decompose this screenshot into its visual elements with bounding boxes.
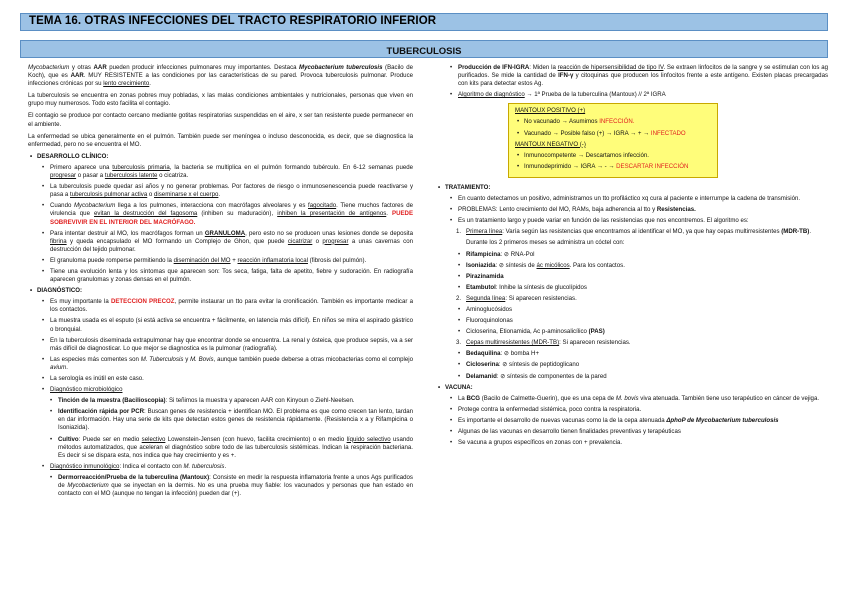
drug-item: • Pirazinamida — [436, 273, 828, 281]
left-column — [28, 64, 413, 501]
treatment-item: • PROBLEMAS: Lento crecimiento del MO, RAMs, baja adherencia al tto y Resistencias. — [436, 206, 828, 214]
mantoux-negative-item: • Inmunodeprimido → IGRA → - → DESCARTAR INFECCIÓN — [515, 163, 711, 171]
clinical-item: • Primero aparece una tuberculosis primaria, la bacteria se multiplica en el pulmón formando tubérculo. En 6-12 semanas puede progresar o pasar a tuberculosis latente o cicatriza. — [28, 164, 413, 180]
immuno-diagnosis-heading: • Diagnóstico inmunológico: Indica el contacto con M. tuberculosis. — [28, 463, 413, 471]
clinical-heading: • DESARROLLO CLÍNICO: — [28, 153, 413, 161]
micro-diagnosis-heading: • Diagnóstico microbiológico — [28, 386, 413, 394]
vaccine-item: • Protege contra la enfermedad sistémica, poco contra la respiratoria. — [436, 406, 828, 414]
drug-item: • Fluoroquinolonas — [436, 317, 828, 325]
drug-item: • Rifampicina: ⊘ RNA-Pol — [436, 251, 828, 259]
vaccine-item: • Es importante el desarrollo de nuevas vacunas como la de la cepa atenuada ΔphoP de Mycobacterium tuberculosis — [436, 417, 828, 425]
first-line-treatment: 1. Primera línea: Varía según las resistencias que encontramos al identificar el MO, ya que hay cepas multirresistentes (MDR-TB). — [456, 228, 812, 236]
micro-item: • Tinción de la muestra (Bacilioscopia): Si teñimos la muestra y aparecen AAR con Kinyoun o Ziehl-Neelsen. — [28, 397, 413, 405]
intro-paragraph-1: Mycobacterium y otras AAR pueden producir infecciones pulmonares muy importantes. Destaca Mycobacterium tuberculosis (Bacilo de Koch), que es AAR. MUY RESISTENTE a las condiciones por las características de su pared. Provoca tuberculosis pulmonar. Produce infecciones crónicas por su lento crecimiento. — [28, 64, 414, 88]
vaccine-item: • Algunas de las vacunas en desarrollo tienen finalidades preventivas y terapéuticas — [436, 428, 828, 436]
diagnosis-item: • La serología es inútil en este caso. — [28, 375, 413, 383]
topic-title-bar — [20, 13, 828, 31]
micro-item: • Identificación rápida por PCR: Buscan genes de resistencia + identifican MO. El problema es que como crecen tan lento, tardan en dar información. Hay una serie de kits que detectan estos genes de resistencia rápidamente. (Resistencia x a y Rifampicina o Isoniazida). — [28, 408, 413, 432]
igra-item: • Producción de IFN-IGRA: Miden la reacción de hipersensibilidad de tipo IV. Se extraen linfocitos de la sangre y se estimulan con los ag purificados. Se mide la cantidad de IFN-γ y citoquinas que producen los linfocitos frente a este antígeno. Existen placas precargadas con kits para detectar estos Ag. — [436, 64, 828, 88]
micro-item: • Cultivo: Puede ser en medio selectivo Lowenstein-Jensen (con huevo, facilita crecimiento) o en medio líquido selectivo usando métodos automatizados, que aceleran el diagnóstico sobre todo de las tuberculosis sistémicas. Indican la respiración bacteriana. Es decir si se dispara esta, nos indica que hay crecimiento y es +. — [28, 436, 413, 460]
treatment-item: • Es un tratamiento largo y puede variar en función de las resistencias que nos encontremos. El algoritmo es: — [436, 217, 828, 225]
drug-item: • Isoniazida: ⊘ síntesis de ác micólicos. Para los contactos. — [436, 262, 828, 270]
drug-item: • Cicloserina: ⊘ síntesis de peptidoglicano — [436, 361, 828, 369]
diagnosis-heading: • DIAGNÓSTICO: — [28, 287, 413, 295]
diagnosis-item: • La muestra usada es el esputo (si está activa se encuentra + fácilmente, en latencia más difícil). En niños se mira el aspirado gástrico o bronquial. — [28, 317, 413, 333]
vaccine-item: • La BCG (Bacilo de Calmette-Guerin), que es una cepa de M. bovis viva atenuada. También tiene uso terapéutico en cáncer de vejiga. — [436, 395, 828, 403]
topic-title: TEMA 16. OTRAS INFECCIONES DEL TRACTO RESPIRATORIO INFERIOR — [29, 15, 437, 27]
treatment-heading: • TRATAMIENTO: — [436, 184, 828, 192]
clinical-item: • Cuando Mycobacterium llega a los pulmones, interacciona con macrófagos alveolares y es fagocitado. Tiene muchos factores de virulencia que evitan la destrucción del fagosoma (inhiben su maduración), inhiben la presentación de antígenos. PUEDE SOBREVIVIR EN EL INTERIOR DEL MACRÓFAGO. — [28, 202, 413, 226]
second-line-treatment: 2. Segunda línea: Si aparecen resistencias. — [456, 294, 577, 302]
vaccine-heading: • VACUNA: — [436, 384, 828, 392]
clinical-item: • El granuloma puede romperse permitiendo la diseminación del MO + reacción inflamatoria local (fibrosis del pulmón). — [28, 257, 413, 265]
drug-item: • Aminoglucósidos — [436, 306, 828, 314]
mantoux-negative-item: • Inmunocompetente → Descartamos infección. — [515, 152, 711, 160]
mantoux-positive-heading: MANTOUX POSITIVO (+) — [515, 107, 586, 115]
drug-item: • Cicloserina, Etionamida, Ac p-aminosalicílico (PAS) — [436, 328, 828, 336]
clinical-item: • Tiene una evolución lenta y los síntomas que aparecen son: Tos seca, fatiga, falta de apetito, fiebre y sudoración. En radiografía aparecen granulomas y zonas densas en el pulmón. — [28, 268, 413, 284]
right-column — [436, 64, 828, 450]
clinical-item: • Para intentar destruir al MO, los macrófagos forman un GRANULOMA, pero esto no se producen unas lesiones donde se deposita fibrina y queda encapsulado el MO formando un Complejo de Ghon, que puede cicatrizar o progresar a unas cavernas con destrucción del tejido pulmonar. — [28, 230, 413, 254]
intro-paragraph-3: El contagio se produce por contacto cercano mediante gotitas respiratorias suspendidas en el aire, x ser tan resistente puede permanecer en el ambiente. — [28, 112, 413, 128]
diagnosis-item: • En la tuberculosis diseminada extrapulmonar hay que encontrar donde se encuentra. La renal y ósteica, que produce sepsis, va a ser más difícil de diagnosticar. Lo que mejor se diagnostica es la pulmonar (radiografía). — [28, 337, 413, 353]
diagnosis-item: • Las especies más comentes son M. Tuberculosis y M. Bovis, aunque también puede deberse a otras micobacterias como el complejo avium. — [28, 356, 413, 372]
mantoux-positive-item: • No vacunado → Asumimos INFECCIÓN. — [515, 118, 711, 126]
vaccine-item: • Se vacuna a grupos específicos en zonas con + prevalencia. — [436, 439, 828, 447]
section-title: TUBERCULOSIS — [386, 46, 462, 57]
diagnosis-item: • Es muy importante la DETECCION PRECOZ, permite instaurar un tto para evitar la cronificación. También es importante medicar a los contactos. — [28, 298, 413, 314]
immuno-item: • Dermorreacción/Prueba de la tuberculina (Mantoux): Consiste en medir la respuesta inflamatoria frente a unos Ags purificados de Mycobacterium que se inyectan en la dermis. No es una prueba muy fiable: los vacunados y personas que han estado en contacto con el MO (aunque no tengan la infección) pueden dar (+). — [28, 474, 413, 498]
clinical-item: • La tuberculosis puede quedar así años y no generar problemas. Por factores de riesgo o inmunosenescencia puede reactivarse y pasa a tuberculosis pulmonar activa o diseminarse x el cuerpo. — [28, 183, 413, 199]
first-line-note: Durante los 2 primeros meses se administra un cóctel con: — [466, 239, 625, 247]
drug-item: • Bedaquilina: ⊘ bomba H+ — [436, 350, 828, 358]
diagnosis-algorithm: • Algoritmo de diagnóstico → 1ª Prueba de la tuberculina (Mantoux) // 2ª IGRA — [436, 91, 828, 99]
mantoux-positive-item: • Vacunado → Posible falso (+) → IGRA → + → INFECTADO — [515, 130, 711, 138]
treatment-item: • En cuanto detectamos un positivo, administramos un tto profiláctico xq cura al paciente e interrumpe la cadena de transmisión. — [436, 195, 828, 203]
intro-paragraph-4: La enfermedad se ubica generalmente en el pulmón. También puede ser meníngea o incluso desconocida, es decir, que se diagnostica la enfermedad, pero no se encuentra el MO. — [28, 132, 413, 148]
mantoux-negative-heading: MANTOUX NEGATIVO (-) — [515, 140, 586, 148]
mantoux-algorithm-box — [508, 103, 718, 178]
intro-paragraph-2: La tuberculosis se encuentra en zonas pobres muy pobladas, x las malas condiciones ambientales y nutricionales, personas que viven en grupo muy numerosos. Todo esto facilita el contagio. — [28, 92, 413, 108]
section-header-bar — [20, 40, 828, 58]
drug-item: • Delamanid: ⊘ síntesis de componentes de la pared — [436, 373, 828, 381]
drug-item: • Etambutol: Inhibe la síntesis de glucolípidos — [436, 284, 828, 292]
mdr-treatment: 3. Cepas multirresistentes (MDR-TB): Si aparecen resistencias. — [456, 339, 631, 347]
